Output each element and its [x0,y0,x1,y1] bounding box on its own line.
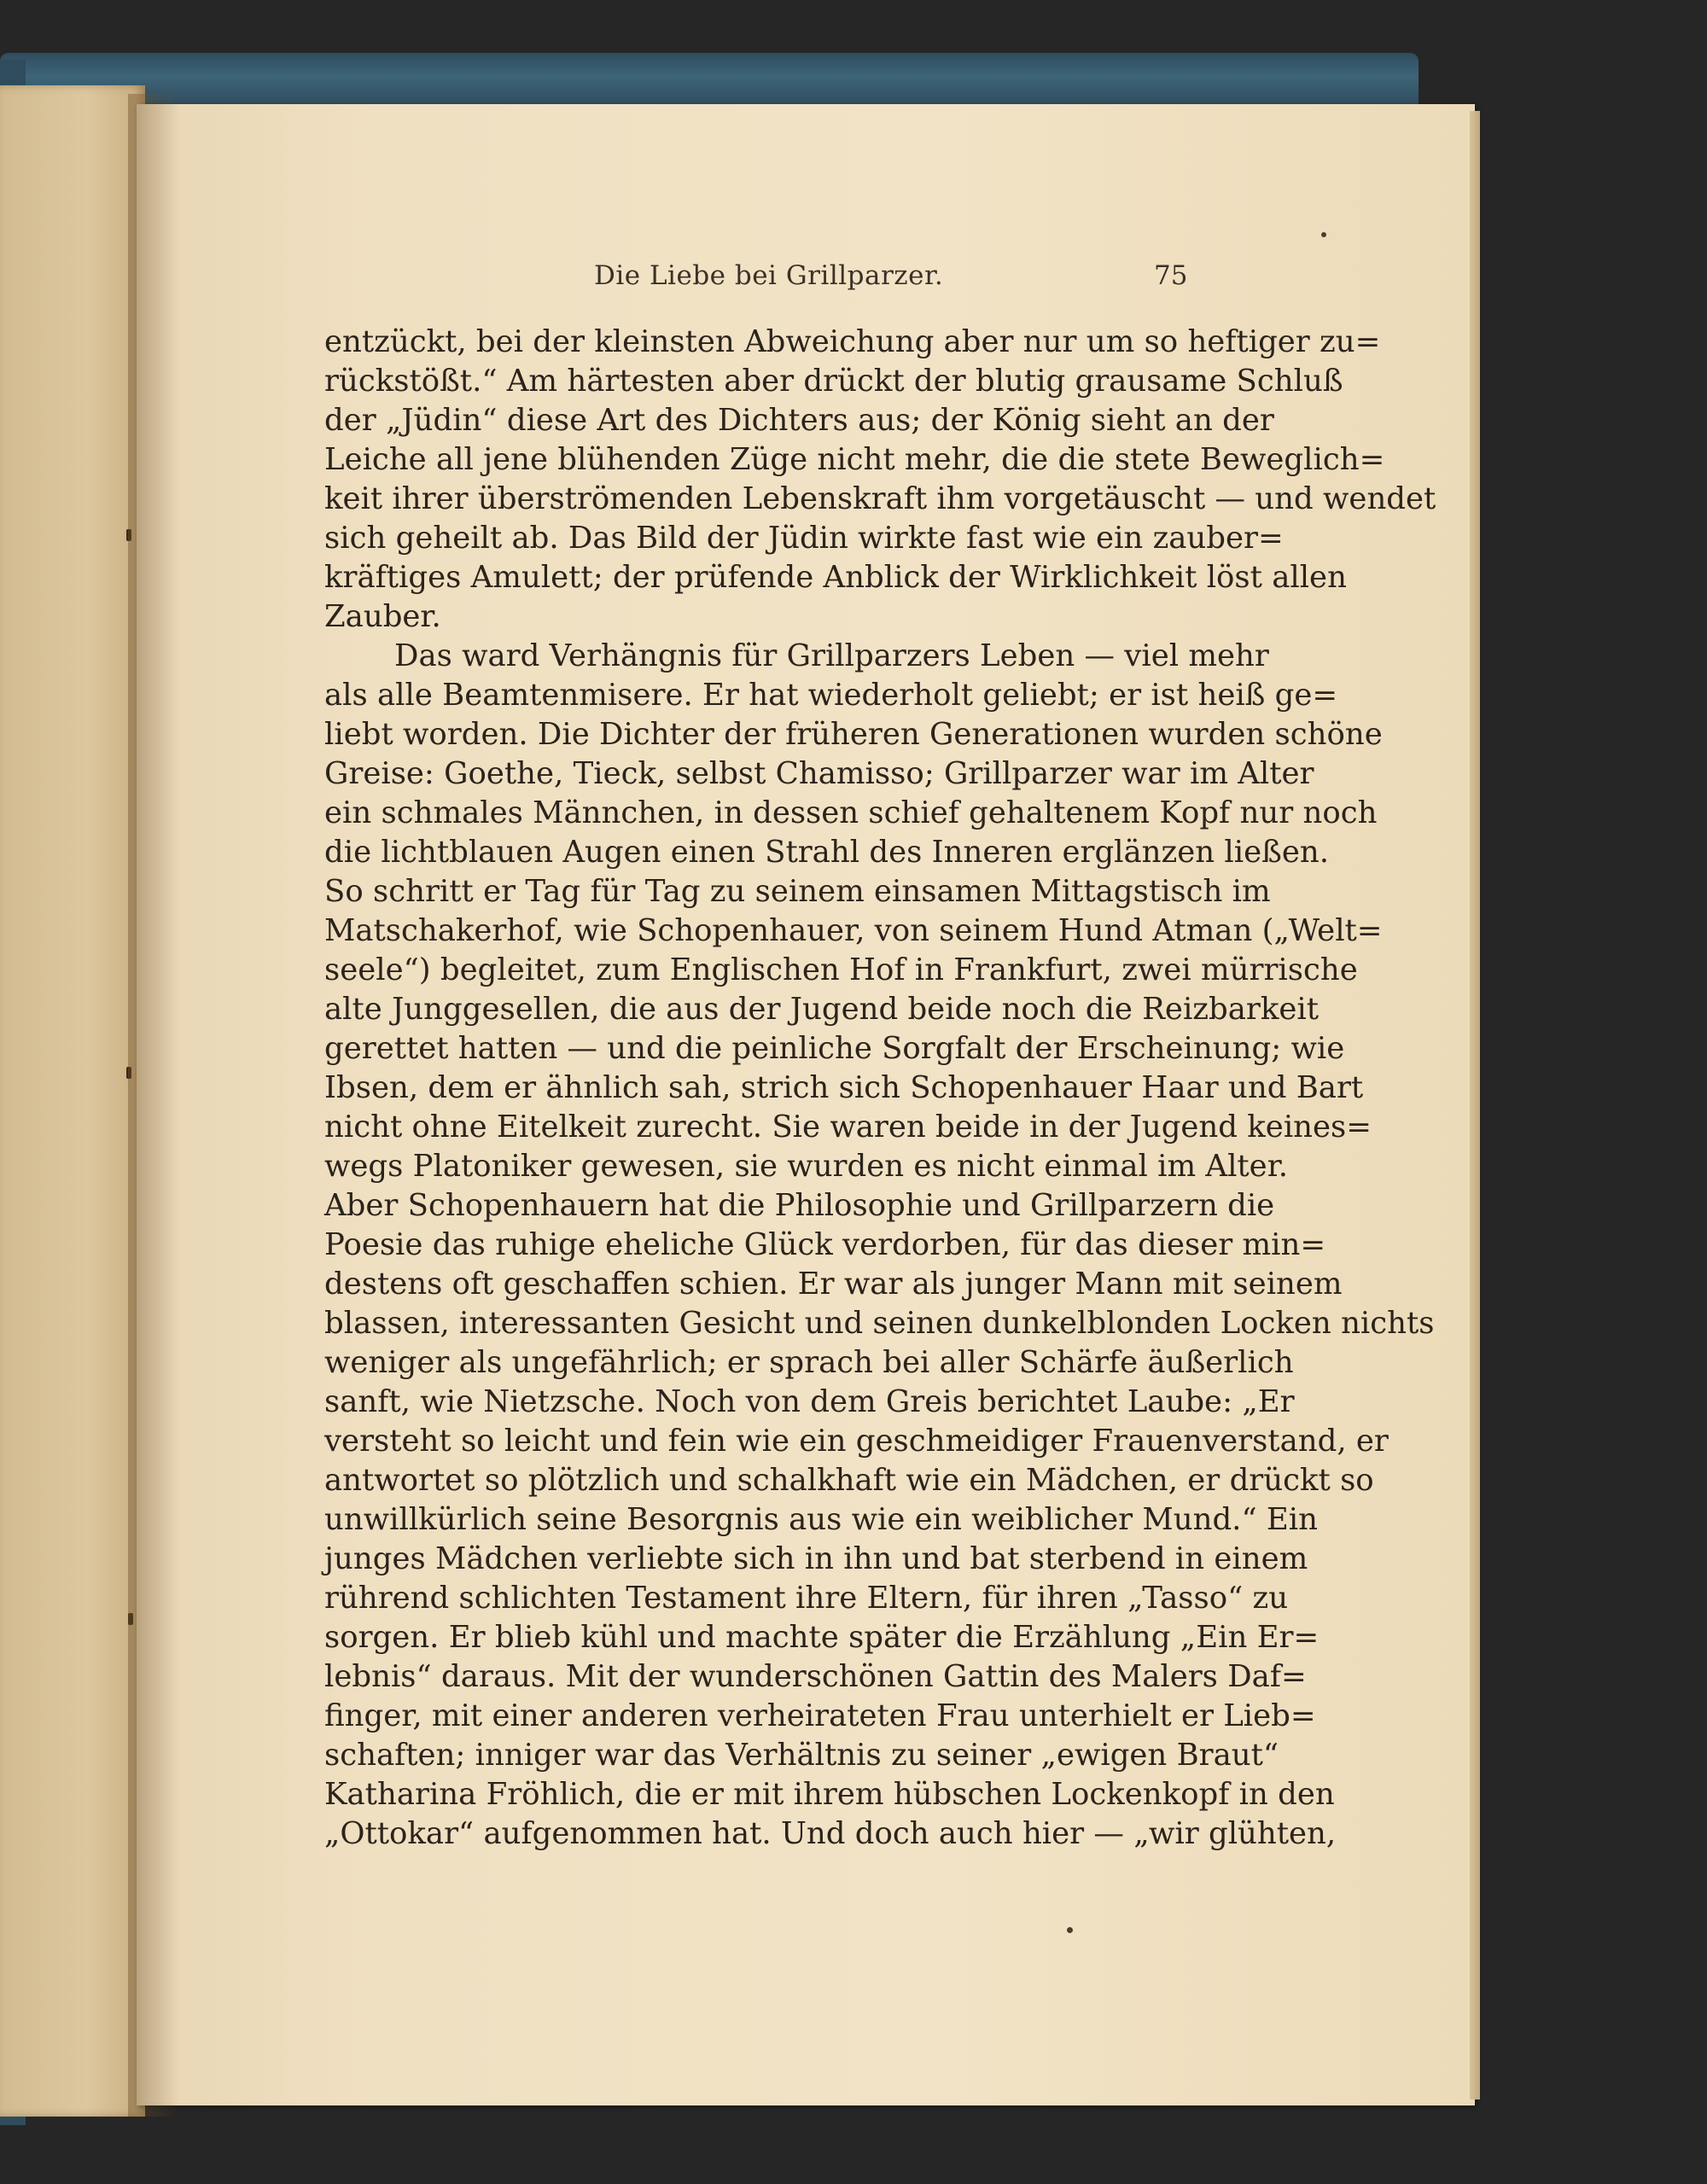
text-line: Ibsen, dem er ähnlich sah, strich sich Schopenhauer Haar und Bart [324,1070,1364,1105]
text-line: sich geheilt ab. Das Bild der Jüdin wirkte fast wie ein zauber= [324,521,1284,556]
text-line: Aber Schopenhauern hat die Philosophie und Grillparzern die [324,1188,1275,1223]
text-line: schaften; inniger war das Verhältnis zu seiner „ewigen Braut“ [324,1738,1279,1773]
text-line: Zauber. [324,599,441,634]
text-line: versteht so leicht und fein wie ein geschmeidiger Frauenverstand, er [324,1424,1389,1459]
running-title: Die Liebe bei Grillparzer. [594,260,944,291]
text-line: Poesie das ruhige eheliche Glück verdorben, für das dieser min= [324,1227,1326,1262]
gutter-shadow [128,94,179,2117]
text-line: unwillkürlich seine Besorgnis aus wie ein weiblicher Mund.“ Ein [324,1502,1319,1537]
text-line: der „Jüdin“ diese Art des Dichters aus; der König sieht an der [324,403,1274,438]
text-line: sanft, wie Nietzsche. Noch von dem Greis berichtet Laube: „Er [324,1384,1295,1419]
text-line: rührend schlichten Testament ihre Eltern, für ihren „Tasso“ zu [324,1581,1289,1616]
page-number: 75 [1154,260,1188,291]
text-line: So schritt er Tag für Tag zu seinem einsamen Mittagstisch im [324,874,1271,909]
text-line: destens oft geschaffen schien. Er war als junger Mann mit seinem [324,1267,1343,1302]
left-page-edge [0,85,145,2117]
text-line: liebt worden. Die Dichter der früheren Generationen wurden schöne [324,717,1383,752]
page-speck [1067,1927,1073,1933]
text-line: seele“) begleitet, zum Englischen Hof in Frankfurt, zwei mürrische [324,952,1358,987]
text-line: ein schmales Männchen, in dessen schief gehaltenem Kopf nur noch [324,795,1378,830]
text-line: kräftiges Amulett; der prüfende Anblick der Wirklichkeit löst allen [324,560,1347,595]
text-line: Das ward Verhängnis für Grillparzers Leben — viel mehr [394,638,1269,673]
text-line: rückstößt.“ Am härtesten aber drückt der blutig grausame Schluß [324,364,1343,399]
text-line: die lichtblauen Augen einen Strahl des Inneren erglänzen ließen. [324,835,1329,870]
text-line: antwortet so plötzlich und schalkhaft wie ein Mädchen, er drückt so [324,1463,1374,1498]
body-text [324,323,1436,1854]
text-line: nicht ohne Eitelkeit zurecht. Sie waren beide in der Jugend keines= [324,1109,1372,1144]
text-line: blassen, interessanten Gesicht und seinen dunkelblonden Locken nichts [324,1306,1435,1341]
page-fore-edge [1470,111,1480,2100]
text-line: Matschakerhof, wie Schopenhauer, von seinem Hund Atman („Welt= [324,913,1383,948]
page-speck [1321,232,1326,237]
text-line: gerettet hatten — und die peinliche Sorgfalt der Erscheinung; wie [324,1031,1345,1066]
text-line: finger, mit einer anderen verheirateten Frau unterhielt er Lieb= [324,1698,1316,1733]
text-line: alte Junggesellen, die aus der Jugend beide noch die Reizbarkeit [324,992,1319,1027]
text-line: entzückt, bei der kleinsten Abweichung aber nur um so heftiger zu= [324,324,1381,359]
text-line: Greise: Goethe, Tieck, selbst Chamisso; Grillparzer war im Alter [324,756,1314,791]
text-line: wegs Platoniker gewesen, sie wurden es nicht einmal im Alter. [324,1149,1289,1184]
text-line: lebnis“ daraus. Mit der wunderschönen Gattin des Malers Daf= [324,1659,1307,1694]
text-line: sorgen. Er blieb kühl und machte später die Erzählung „Ein Er= [324,1620,1320,1655]
text-line: „Ottokar“ aufgenommen hat. Und doch auch hier — „wir glühten, [324,1816,1337,1851]
text-line: Katharina Fröhlich, die er mit ihrem hübschen Lockenkopf in den [324,1777,1335,1812]
text-line: Leiche all jene blühenden Züge nicht mehr, die die stete Beweglich= [324,442,1385,477]
text-line: weniger als ungefährlich; er sprach bei aller Schärfe äußerlich [324,1345,1294,1380]
text-line: als alle Beamtenmisere. Er hat wiederholt geliebt; er ist heiß ge= [324,678,1338,713]
text-line: junges Mädchen verliebte sich in ihn und bat sterbend in einem [324,1541,1308,1576]
text-line: keit ihrer überströmenden Lebenskraft ihm vorgetäuscht — und wendet [324,481,1436,516]
